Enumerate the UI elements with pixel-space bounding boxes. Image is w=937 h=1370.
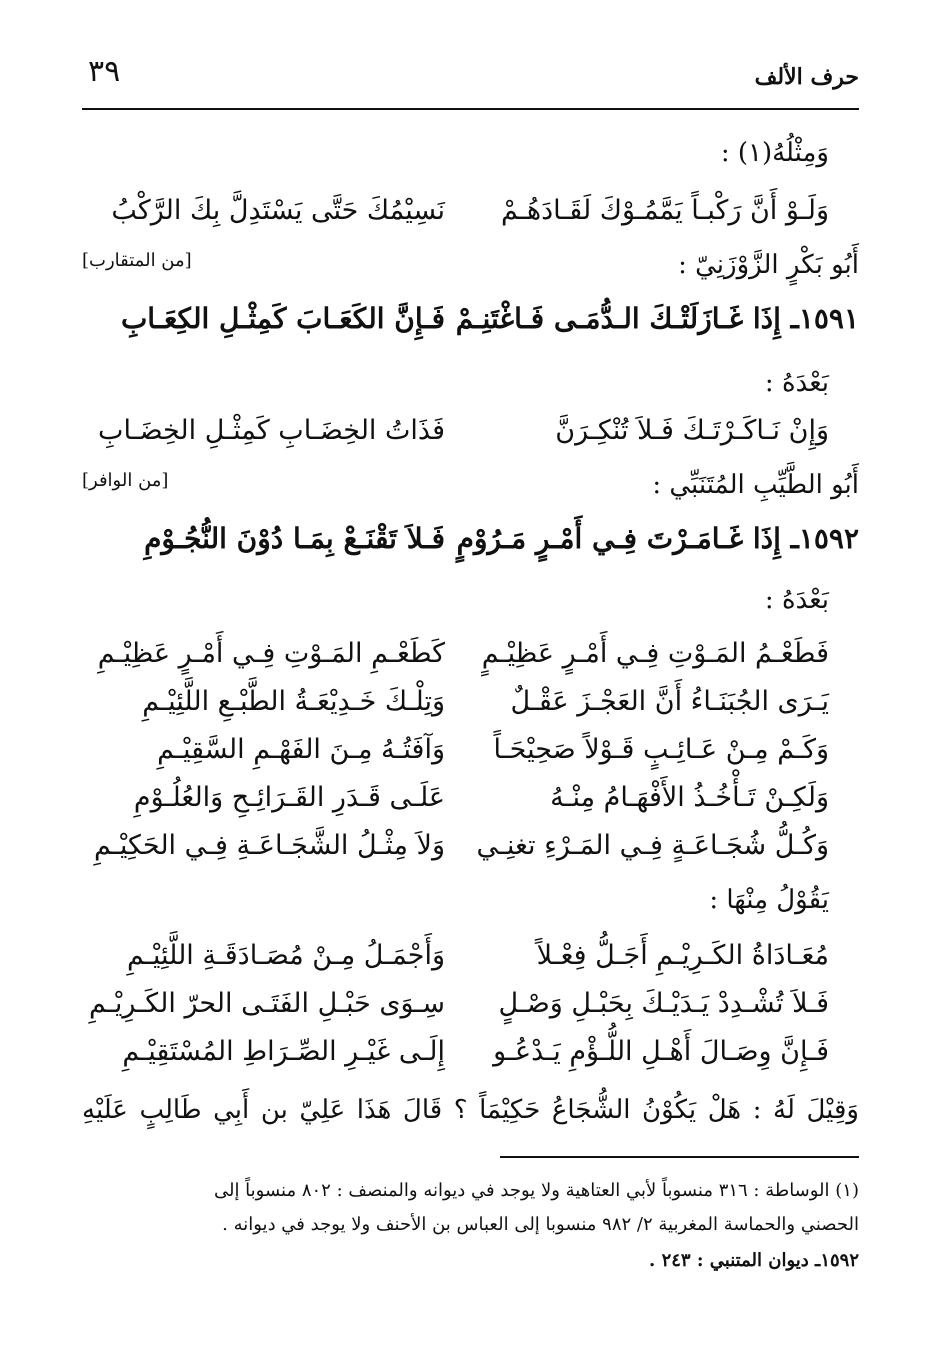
verse-hemistich-second: فَذَاتُ الخِضَـابِ كَمِثْـلِ الخِضَـابِ <box>98 415 445 446</box>
verse-numbered-second: فَـإِنَّ الكَعَـابَ كَمِثْـلِ الكِعَـابِ <box>120 302 445 335</box>
meter-label: [من المتقارب] <box>82 250 192 271</box>
verse-hemistich-first: فَـلاَ تُشْـدِدْ يَـدَيْـكَ بِحَبْـلِ وَصْـلٍ <box>498 988 829 1019</box>
chapter-title: حرف الألف <box>754 64 859 90</box>
intro-line: وَمِثْلُهُ(١) : <box>720 138 829 168</box>
verse-hemistich-first: مُعَـادَاةُ الكَـرِيْـمِ أَجَـلُّ فِعْـلاً <box>536 940 829 971</box>
verse-hemistich-second: وَلاَ مِثْـلُ الشَّجَـاعَـةِ فِـي الحَكِيْـمِ <box>93 830 445 861</box>
verse-hemistich-first: وَلَكِـنْ تَـأْخُـذُ الأَفْهَـامُ مِنْـهُ <box>550 782 829 813</box>
verse-hemistich-second: عَلَـى قَـدَرِ القَـرَائِـحِ وَالعُلُـوْمِ <box>133 782 445 813</box>
footnote-source: ١٥٩٢ـ ديوان المتنبي : ٢٤٣ . <box>649 1250 859 1271</box>
verse-hemistich-second: نَسِيْمُكَ حَتَّى يَسْتَدِلَّ بِكَ الرَّكْبُ <box>111 195 445 226</box>
verse-numbered-second: فَـلاَ تَقْنَـعْ بِمَـا دُوْنَ النُّجُـوْمِ <box>144 522 445 555</box>
verse-hemistich-first: فَـإِنَّ وِصَـالَ أَهْـلِ اللُّـؤْمِ يَـدْعُـو <box>493 1036 829 1067</box>
header-divider <box>82 108 859 110</box>
verse-hemistich-second: وَآفَتُـهُ مِـنَ الفَهْـمِ السَّقِيْـمِ <box>157 734 445 765</box>
verse-hemistich-first: وَلَـوْ أَنَّ رَكْبـاً يَمَّمُـوْكَ لَقَـادَهُـمْ <box>501 195 829 226</box>
verse-numbered-first: ١٥٩٢ـ إِذَا غَـامَـرْتَ فِـي أَمْـرٍ مَـرُوْمٍ <box>456 522 859 555</box>
page-number: ٣٩ <box>88 54 121 89</box>
meter-label: [من الوافر] <box>82 470 169 491</box>
verse-hemistich-second: وَتِلْـكَ خَـدِيْعَـةُ الطَّبْـعِ اللَّئِيْـمِ <box>142 686 445 717</box>
verse-hemistich-first: وَإِنْ نَـاكَـرْتَـكَ فَـلاَ تُنْكِـرَنَّ <box>555 415 829 446</box>
intro-line: بَعْدَهُ : <box>764 585 829 615</box>
verse-hemistich-first: يَـرَى الجُبَنَـاءُ أَنَّ العَجْـزَ عَقْـلٌ <box>510 686 829 717</box>
verse-hemistich-second: إِلَـى غَيْـرِ الصِّـرَاطِ المُسْتَقِيْـمِ <box>122 1036 445 1067</box>
verse-hemistich-second: وَأَجْمَـلُ مِـنْ مُصَـادَقَـةِ اللَّئِيْـمِ <box>126 940 445 971</box>
footnote-line: الحصني والحماسة المغربية ٢/ ٩٨٢ منسوبا إلى العباس بن الأحنف ولا يوجد في ديوانه . <box>222 1214 859 1235</box>
verse-hemistich-first: وَكُـلُّ شُجَـاعَـةٍ فِـي المَـرْءِ تغنِـي <box>476 830 829 861</box>
footnote-line: (١) الوساطة : ٣١٦ منسوباً لأبي العتاهية ولا يوجد في ديوانه والمنصف : ٨٠٢ منسوباً إلى <box>213 1180 859 1201</box>
verse-hemistich-second: كَطَعْـمِ المَـوْتِ فِـي أَمْـرٍ عَظِيْـمِ <box>97 638 445 669</box>
intro-line: يَقُوْلُ مِنْهَا : <box>709 885 829 915</box>
footnote-divider <box>500 1156 859 1158</box>
verse-numbered-first: ١٥٩١ـ إِذَا غَـازَلَتْـكَ الـدُّمَـى فَـاغْتَنِـمْ <box>455 302 859 335</box>
verse-hemistich-first: فَطَعْـمُ المَـوْتِ فِـي أَمْـرٍ عَظِيْـمٍ <box>481 638 829 669</box>
intro-line: بَعْدَهُ : <box>764 368 829 398</box>
poet-name: أَبُو الطَّيِّبِ المُتَنَبِّي : <box>652 470 859 500</box>
poet-name: أَبُو بَكْرٍ الزَّوْزَنِيّ : <box>678 250 859 280</box>
prose-line: وَقِيْلَ لَهُ : هَلْ يَكُوْنُ الشُّجَاعُ حَكِيْمَاً ؟ قَالَ هَذَا عَلِيّ بن أَبِي طَالِبٍ عَلَيْهِ <box>82 1095 859 1125</box>
verse-hemistich-second: سِـوَى حَبْـلِ الفَتَـى الحرّ الكَـرِيْـمِ <box>89 988 445 1019</box>
verse-hemistich-first: وَكَـمْ مِـنْ عَـائِـبٍ قَـوْلاً صَحِيْحَـاً <box>493 734 829 765</box>
